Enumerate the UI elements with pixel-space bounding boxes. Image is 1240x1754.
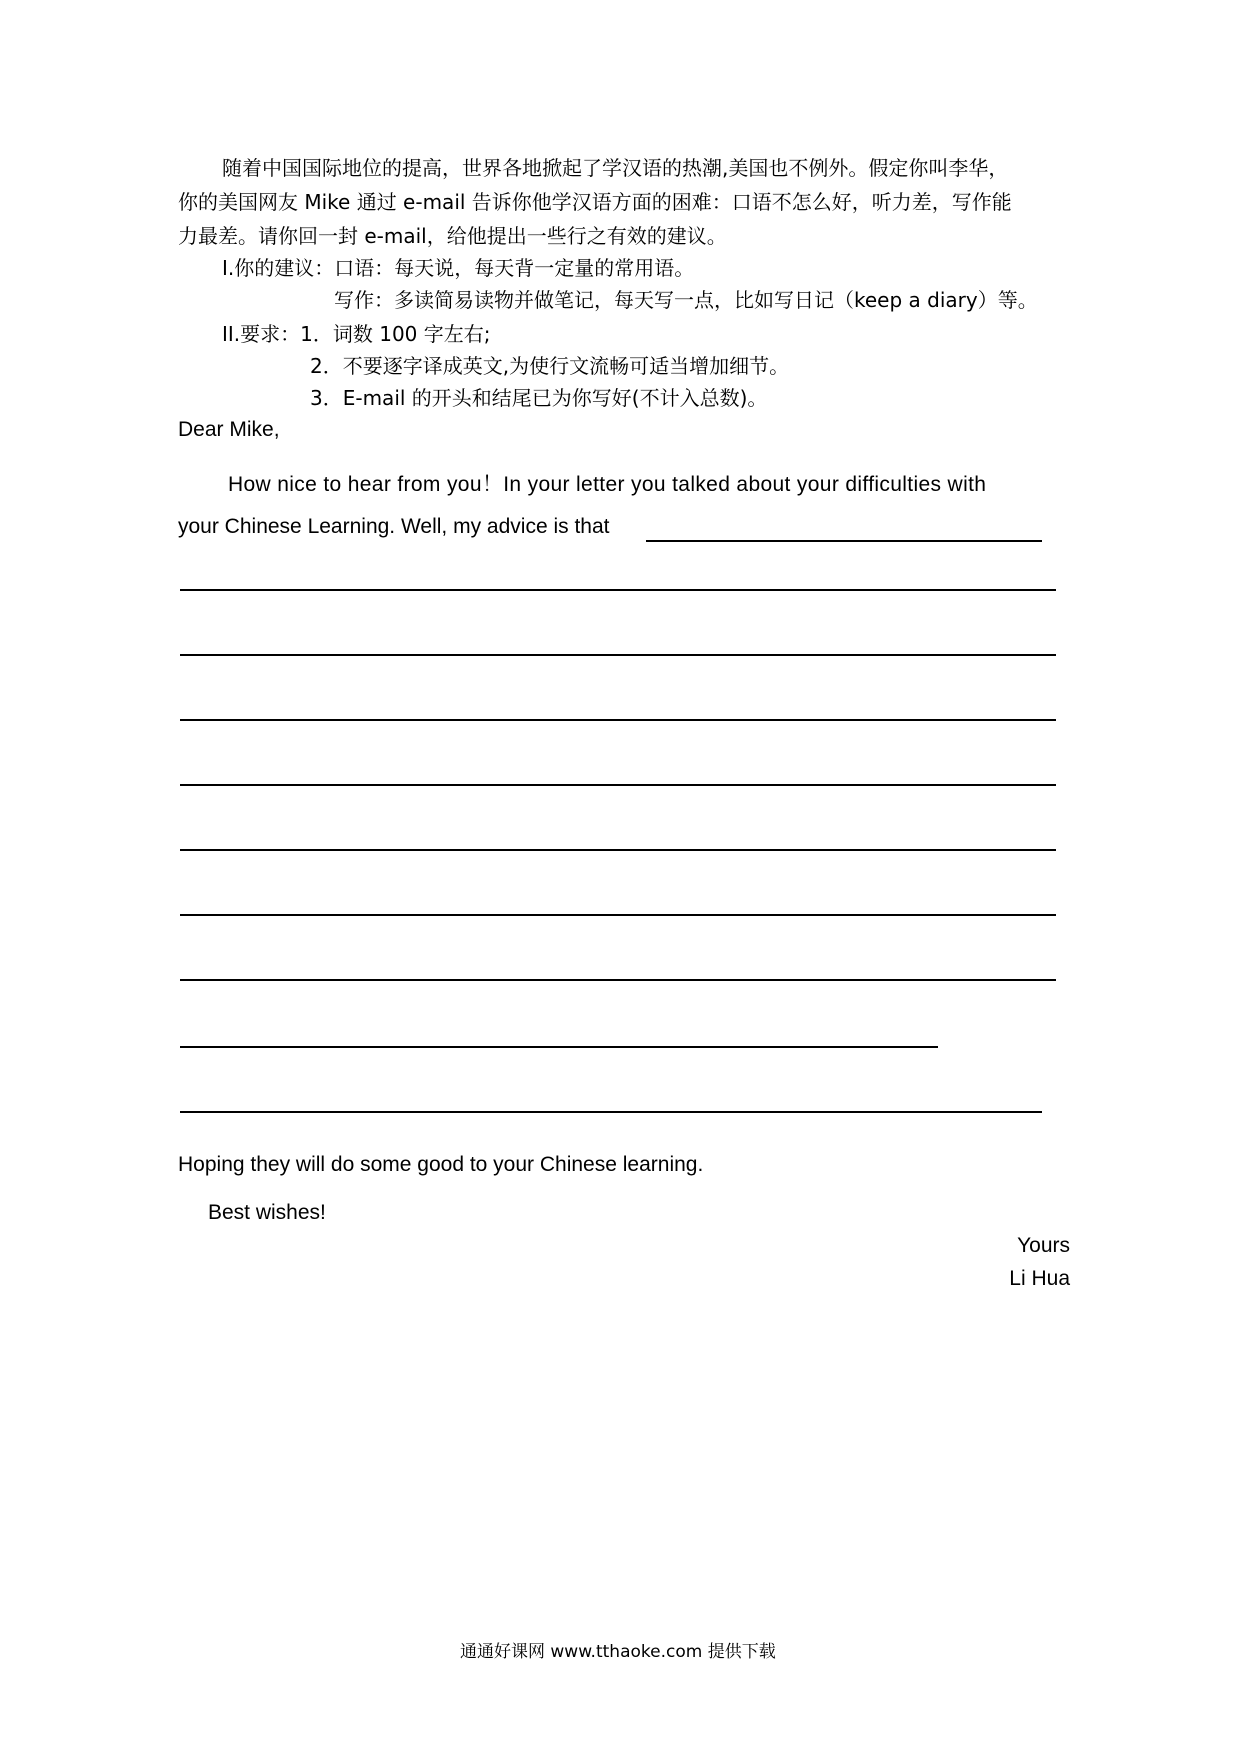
letter-opening-line-2: your Chinese Learning. Well, my advice is that [178,515,610,538]
advice-speaking: I.你的建议：口语：每天说，每天背一定量的常用语。 [222,256,695,280]
answer-line[interactable] [180,1111,1042,1113]
advice-writing: 写作：多读简易读物并做笔记，每天写一点，比如写日记（keep a diary）等。 [334,288,1038,312]
answer-line-inline[interactable] [646,540,1042,542]
answer-line[interactable] [180,849,1056,851]
answer-line[interactable] [180,1046,938,1048]
signature: Li Hua [1009,1267,1070,1290]
answer-line[interactable] [180,784,1056,786]
answer-line[interactable] [180,589,1056,591]
salutation: Dear Mike, [178,418,280,441]
closing-line: Hoping they will do some good to your Chinese learning. [178,1153,704,1176]
answer-line[interactable] [180,654,1056,656]
footer-source: 通通好课网 www.tthaoke.com 提供下载 [460,1642,776,1662]
instruction-line-1: 随着中国国际地位的提高，世界各地掀起了学汉语的热潮,美国也不例外。假定你叫李华， [222,156,1009,180]
requirement-2: 2．不要逐字译成英文,为使行文流畅可适当增加细节。 [310,354,790,378]
instruction-line-2: 你的美国网友 Mike 通过 e-mail 告诉你他学汉语方面的困难：口语不怎么好，听力差，写作能 [178,190,1012,214]
best-wishes: Best wishes! [208,1201,326,1224]
letter-opening-line-1: How nice to hear from you！In your letter you talked about your difficulties with [228,473,987,496]
answer-line[interactable] [180,979,1056,981]
yours: Yours [1017,1234,1070,1257]
instruction-line-3: 力最差。请你回一封 e-mail，给他提出一些行之有效的建议。 [178,224,727,248]
requirement-1: II.要求：1．词数 100 字左右; [222,322,491,346]
answer-line[interactable] [180,914,1056,916]
requirement-3: 3．E-mail 的开头和结尾已为你写好(不计入总数)。 [310,386,768,410]
answer-line[interactable] [180,719,1056,721]
